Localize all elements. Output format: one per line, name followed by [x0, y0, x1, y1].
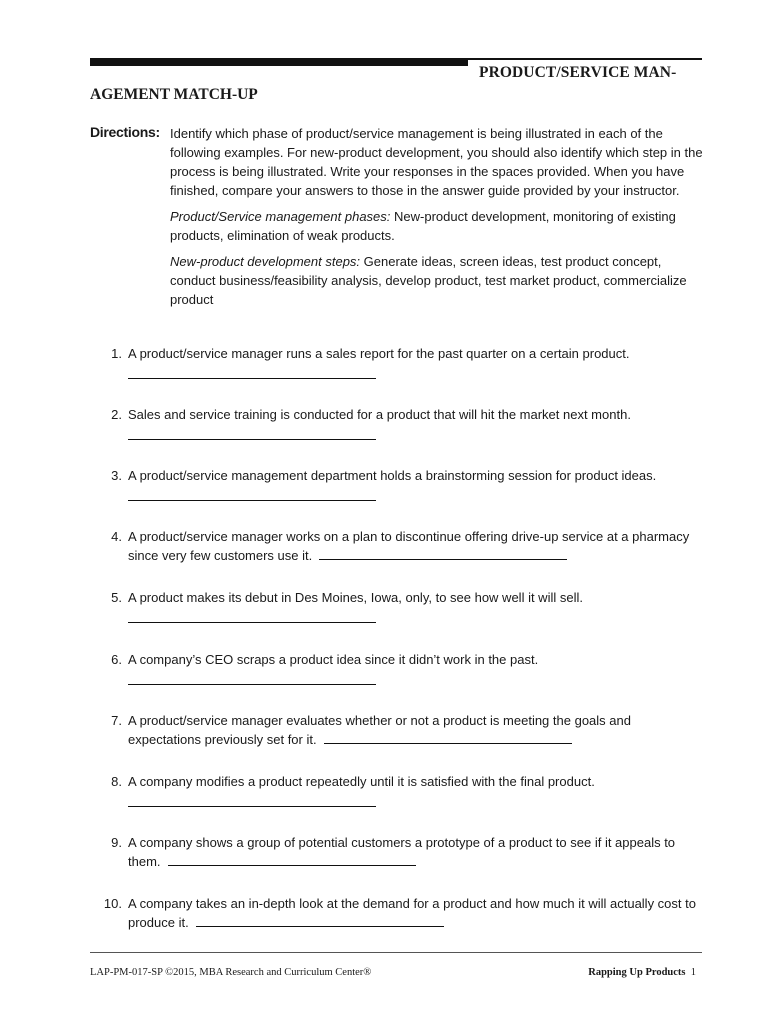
question-number: 4. [111, 529, 122, 544]
answer-blank[interactable] [128, 363, 376, 379]
question-item [96, 405, 706, 440]
footer-section-title: Rapping Up Products [588, 967, 686, 978]
phases-paragraph [170, 207, 705, 245]
question-number: 1. [111, 346, 122, 361]
answer-blank[interactable] [168, 853, 416, 866]
question-item [96, 344, 706, 379]
question-item [96, 711, 706, 749]
question-text: A product/service manager evaluates whether or not a product is meeting the goals and expectations previously set for it. [128, 713, 631, 747]
question-item [96, 466, 706, 501]
question-text: Sales and service training is conducted for a product that will hit the market next month. [128, 407, 631, 422]
directions-text: Identify which phase of product/service management is being illustrated in each of the following examples. For new-product development, you should also identify which step in the process is being illustrated. Write your responses in the spaces provided. When you have finished, compare your answers to those in the answer guide provided by your instructor. [170, 126, 703, 198]
steps-text: Generate ideas, screen ideas, test product concept, conduct business/feasibility analysis, develop product, test market product, commercialize product [170, 254, 687, 307]
answer-blank[interactable] [196, 914, 444, 927]
steps-paragraph [170, 252, 705, 309]
question-text: A product/service manager runs a sales report for the past quarter on a certain product. [128, 346, 630, 361]
answer-blank[interactable] [128, 485, 376, 501]
answer-blank[interactable] [128, 669, 376, 685]
question-item [96, 894, 706, 932]
footer-copyright: LAP-PM-017-SP ©2015, MBA Research and Curriculum Center® [90, 967, 372, 978]
page-title-line-2: AGEMENT MATCH-UP [90, 86, 258, 103]
steps-label: New-product development steps: [170, 254, 361, 269]
question-item [96, 650, 706, 685]
directions-block [170, 124, 705, 316]
header-rule-thick [90, 60, 468, 66]
question-item [96, 833, 706, 871]
phases-label: Product/Service management phases: [170, 209, 391, 224]
question-number: 3. [111, 468, 122, 483]
question-number: 6. [111, 652, 122, 667]
answer-blank[interactable] [324, 731, 572, 744]
question-text: A product/service management department holds a brainstorming session for product ideas. [128, 468, 657, 483]
answer-blank[interactable] [128, 791, 376, 807]
answer-blank[interactable] [319, 547, 567, 560]
question-text: A company takes an in-depth look at the demand for a product and how much it will actually cost to produce it. [128, 896, 696, 930]
question-number: 5. [111, 590, 122, 605]
directions-label: Directions: [90, 124, 160, 140]
question-number: 9. [111, 835, 122, 850]
question-number: 7. [111, 713, 122, 728]
page-number: 1 [690, 967, 696, 978]
question-text: A company’s CEO scraps a product idea since it didn’t work in the past. [128, 652, 539, 667]
question-item [96, 772, 706, 807]
page-title-line-1: PRODUCT/SERVICE MAN- [479, 64, 677, 81]
question-item [96, 588, 706, 623]
question-text: A company modifies a product repeatedly until it is satisfied with the final product. [128, 774, 595, 789]
answer-blank[interactable] [128, 607, 376, 623]
question-item [96, 527, 706, 565]
answer-blank[interactable] [128, 424, 376, 440]
question-text: A company shows a group of potential customers a prototype of a product to see if it appeals to them. [128, 835, 676, 869]
question-number: 8. [111, 774, 122, 789]
question-number: 10. [103, 896, 122, 911]
footer-rule [90, 952, 702, 953]
question-text: A product/service manager works on a plan to discontinue offering drive-up service at a pharmacy since very few customers use it. [128, 529, 690, 563]
phases-text: New-product development, monitoring of existing products, elimination of weak products. [170, 209, 676, 243]
footer-page-info [588, 967, 696, 978]
question-text: A product makes its debut in Des Moines, Iowa, only, to see how well it will sell. [128, 590, 583, 605]
question-number: 2. [111, 407, 122, 422]
